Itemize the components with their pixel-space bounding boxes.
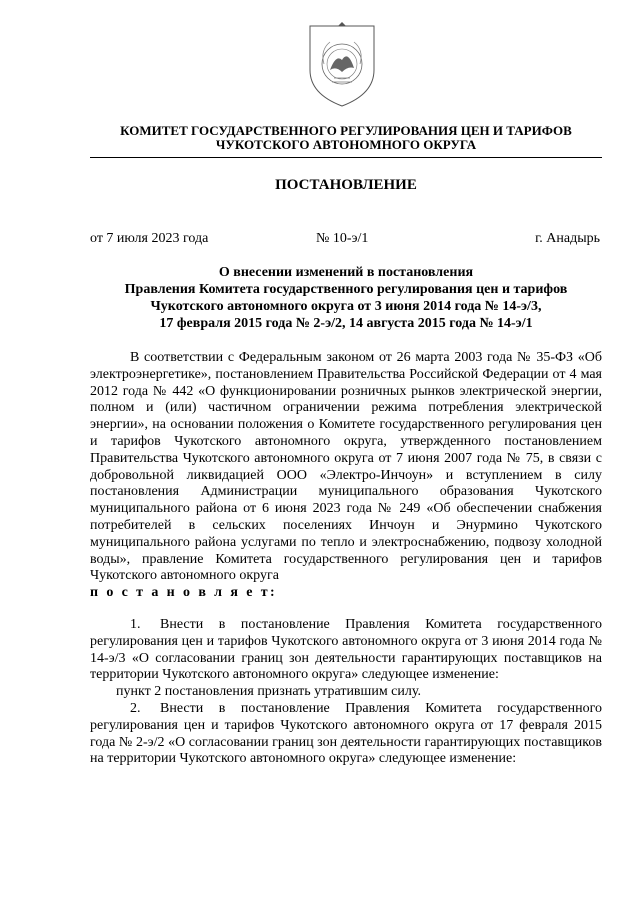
- subject-line-4: 17 февраля 2015 года № 2-э/2, 14 августа 2015 года № 14-э/1: [159, 316, 533, 331]
- document-subject: [90, 264, 602, 332]
- coat-of-arms-icon: [304, 20, 380, 110]
- committee-line-2: ЧУКОТСКОГО АВТОНОМНОГО ОКРУГА: [215, 137, 477, 152]
- document-date: от 7 июля 2023 года: [90, 231, 209, 246]
- header-divider: [90, 157, 602, 158]
- item-2-paragraph: [90, 701, 602, 768]
- committee-line-1: КОМИТЕТ ГОСУДАРСТВЕННОГО РЕГУЛИРОВАНИЯ ЦЕН И ТАРИФОВ: [120, 123, 572, 138]
- subject-line-3: Чукотского автономного округа от 3 июня 2014 года № 14-э/3,: [150, 299, 542, 314]
- item-2-number: 2.: [130, 700, 141, 716]
- document-number: № 10-э/1: [316, 231, 369, 246]
- document-body: [90, 350, 602, 768]
- subject-line-2: Правления Комитета государственного регулирования цен и тарифов: [124, 282, 568, 297]
- resolves-heading: п о с т а н о в л я е т:: [90, 585, 278, 601]
- item-2-text: Внести в постановление Правления Комитета государственного регулирования цен и тарифов Чукотского автономного округа от 17 февраля 2015 года № 2-э/2 «О согласовании границ зон деятельности гарантирующих поставщиков на территории Чукотского автономного округа» следующее изменение:: [90, 700, 602, 767]
- item-1-subparagraph: пункт 2 постановления признать утратившим силу.: [116, 684, 421, 700]
- subject-line-1: О внесении изменений в постановления: [218, 265, 474, 280]
- item-1-number: 1.: [130, 616, 141, 632]
- item-1-paragraph: [90, 617, 602, 684]
- document-city: г. Анадырь: [535, 231, 600, 246]
- document-type: ПОСТАНОВЛЕНИЕ: [275, 177, 417, 193]
- preamble-paragraph: В соответствии с Федеральным законом от 26 марта 2003 года № 35-ФЗ «Об электроэнергетике», постановлением Правительства Российской Федерации от 4 мая 2012 года № 442 «О функционировании розничных рынков электрической энергии, полном и (или) частичном ограничении режима потребления электрической энергии», на основании положения о Комитете государственного регулирования цен и тарифов Чукотского автономного округа, утвержденного постановлением Правительства Чукотского автономного округа от 7 июня 2007 года № 75, в связи с добровольной ликвидацией ООО «Электро-Инчоун» и вступлением в силу постановления Администрации муниципального образования Чукотского муниципального района от 6 июня 2023 года № 249 «Об обеспечении снабжения потребителей в сельских поселениях Инчоун и Энурмино Чукотского муниципального района услугами по тепло и электроснабжению, подвозу холодной воды», правление Комитета государственного регулирования цен и тарифов Чукотского автономного округа: [90, 350, 602, 584]
- item-1-text: Внести в постановление Правления Комитета государственного регулирования цен и тарифов Чукотского автономного округа от 3 июня 2014 года № 14-э/3 «О согласовании границ зон деятельности гарантирующих поставщиков на территории Чукотского автономного округа» следующее изменение:: [90, 616, 602, 683]
- committee-name: [90, 124, 602, 152]
